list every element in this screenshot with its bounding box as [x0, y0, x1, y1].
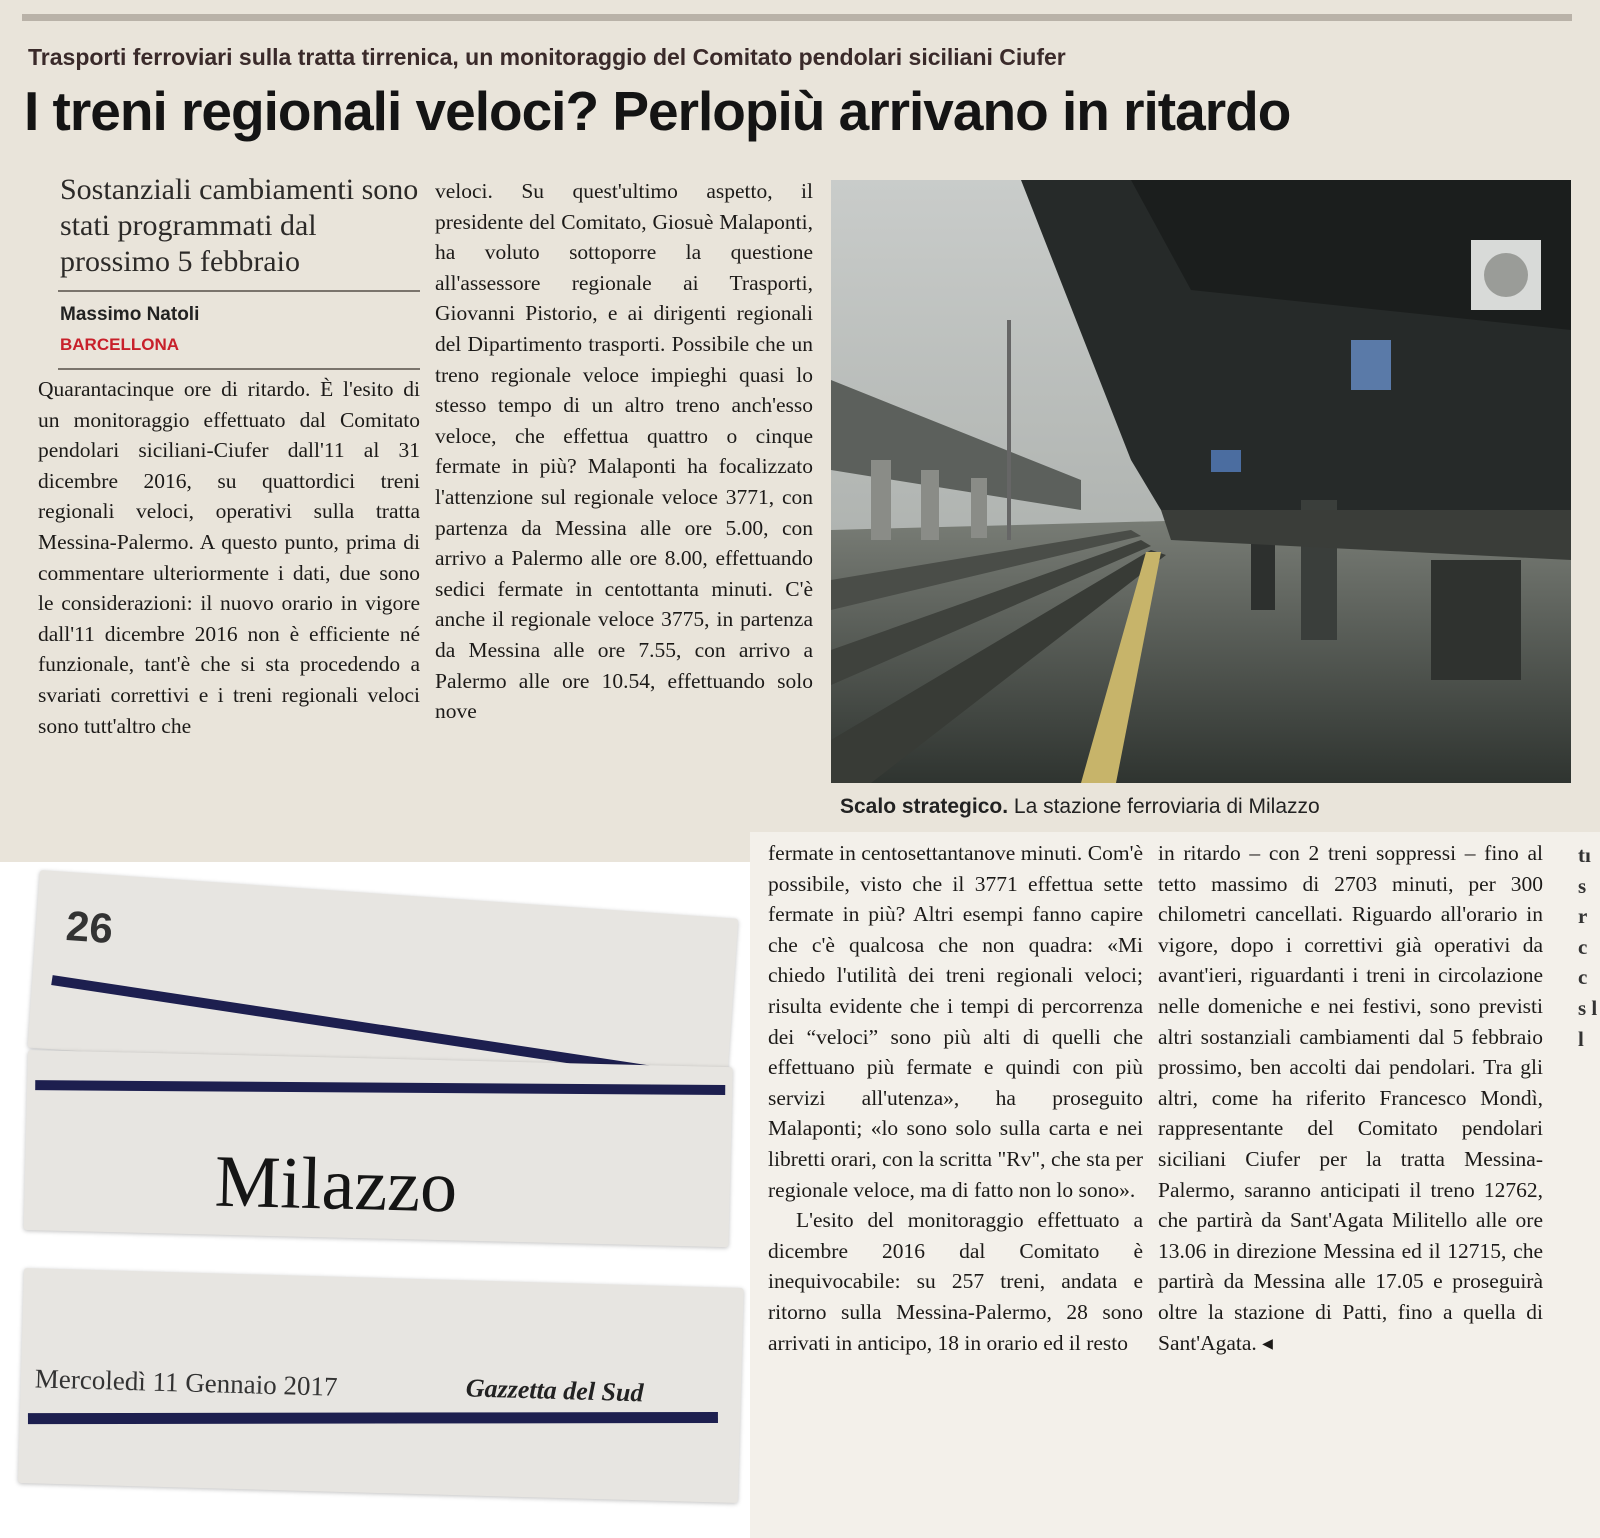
photo-caption — [840, 795, 1580, 819]
article-headline: I treni regionali veloci? Perlopiù arrivano in ritardo — [24, 80, 1291, 142]
column-3-paragraph-1: fermate in centosettantanove minuti. Com'è possibile, visto che il 3771 effettua sette fermate in più? Altri esempi fanno capire che c'è qualcosa che non quadra: «Mi chiedo l'utilità dei treni regionali veloci; risulta evidente che i tempi di percorrenza dei “veloci” sono più alti di quelli che effettuano più fermate e quindi con più servizi all'utenza», ha proseguito Malaponti; «lo sono solo sulla carta e nei libretti orari, con la scritta "Rv", che sta per regionale veloce, ma di fatto non lo sono». — [768, 841, 1143, 1202]
column-3-paragraph-2: L'esito del monitoraggio effettuato a dicembre 2016 dal Comitato è inequivocabile: su 257 treni, andata e ritorno sulla Messina-Palermo, 28 sono arrivati in anticipo, 18 in orario ed il resto — [768, 1208, 1143, 1355]
author-byline: Massimo Natoli — [60, 304, 200, 325]
article-subhead: Sostanziali cambiamenti sono stati programmati dal prossimo 5 febbraio — [60, 173, 419, 278]
caption-text: La stazione ferroviaria di Milazzo — [1013, 795, 1320, 818]
masthead-bar — [28, 1412, 718, 1424]
caption-title: Scalo strategico. — [840, 795, 1009, 818]
masthead-strip-section — [24, 1050, 733, 1247]
page-number: 26 — [64, 902, 115, 953]
page-top-rule — [22, 14, 1572, 21]
station-photo — [831, 180, 1571, 783]
cropped-column-edge: tı s r c c s l l — [1578, 843, 1598, 1051]
masthead-bar — [35, 1080, 725, 1095]
divider — [58, 368, 420, 370]
article-column-3 — [768, 838, 1143, 1528]
article-column-2: veloci. Su quest'ultimo aspetto, il presidente del Comitato, Giosuè Malaponti, ha voluto sottoporre la questione all'assessore regionale ai Trasporti, Giovanni Pistorio, e ai dirigenti regionali del Dipartimento trasporti. Possibile che un treno regionale veloce impieghi quasi lo stesso tempo di un altro treno anch'esso veloce, che effettua quattro o cinque fermate in più? Malaponti ha focalizzato l'attenzione sul regionale veloce 3771, con partenza da Messina alle ore 5.00, con arrivo a Palermo alle ore 8.00, effettuando sedici fermate in centottanta minuti. C'è anche il regionale veloce 3775, in partenza da Messina alle ore 7.55, con arrivo a Palermo alle ore 10.54, effettuando solo nove — [435, 179, 813, 724]
publication-date: Mercoledì 11 Gennaio 2017 — [34, 1363, 338, 1402]
section-title: Milazzo — [213, 1140, 459, 1229]
article-column-1: Quarantacinque ore di ritardo. È l'esito di un monitoraggio effettuato dal Comitato pendolari siciliani-Ciufer dall'11 al 31 dicembre 2016, su quattordici treni regionali veloci, operativi sulla tratta Messina-Palermo. A questo punto, prima di commentare ulteriormente i dati, due sono le considerazioni: il nuovo orario in vigore dall'11 dicembre 2016 non è efficiente né funzionale, tant'è che si sta procedendo a svariati correttivi e i treni regionali veloci sono tutt'altro che — [38, 377, 420, 738]
article-column-4: in ritardo – con 2 treni soppressi – fino al tetto massimo di 2703 minuti, per 300 chilometri cancellati. Riguardo all'orario in vigore, dopo i correttivi già operativi da avant'ieri, riguardanti i treni in circolazione nelle domeniche e nei festivi, sono previsti altri sostanziali cambiamenti dal 5 febbraio prossimo, ben accolti dai pendolari. Tra gli altri, come ha riferito Francesco Mondì, rappresentante del Comitato pendolari siciliani Ciufer per la tratta Messina-Palermo, saranno anticipati il treno 12762, che partirà da Sant'Agata Militello alle ore 13.06 in direzione Messina ed il 12715, che partirà da Messina alle 17.05 e proseguirà oltre la stazione di Patti, fino a quella di Sant'Agata. ◂ — [1158, 841, 1543, 1355]
masthead-strip-date — [18, 1268, 744, 1503]
article-kicker: Trasporti ferroviari sulla tratta tirrenica, un monitoraggio del Comitato pendolari siciliani Ciufer — [28, 44, 1066, 70]
dateline: BARCELLONA — [60, 335, 179, 354]
divider — [58, 290, 420, 292]
newspaper-name: Gazzetta del Sud — [465, 1373, 644, 1408]
